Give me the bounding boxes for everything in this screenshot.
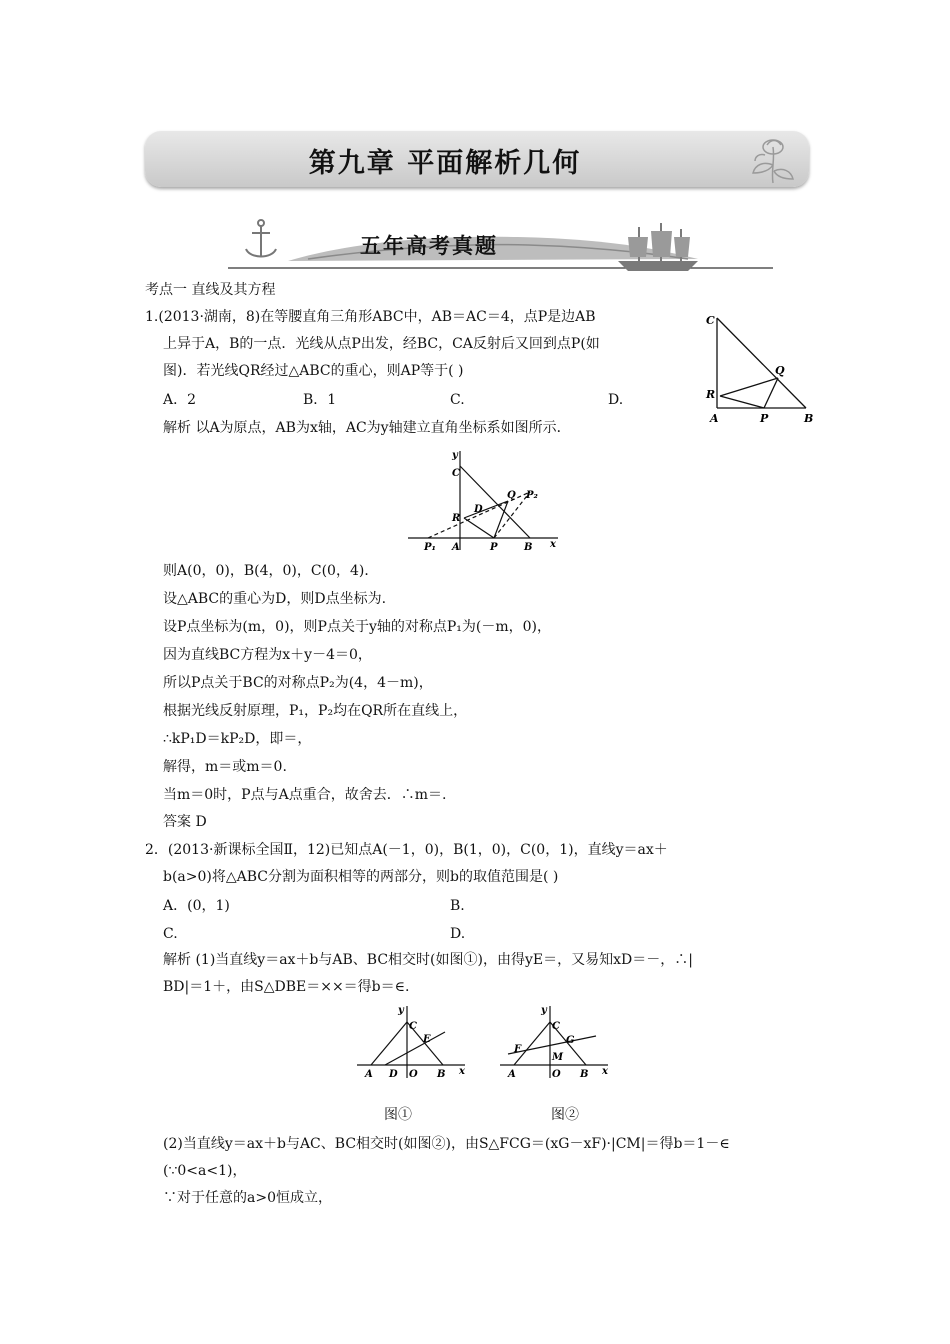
label-f: F — [514, 1044, 522, 1055]
q1-option-c: C. — [450, 392, 465, 408]
label-a: A — [508, 1069, 516, 1080]
label-b: B — [437, 1069, 446, 1080]
figure-one — [357, 1002, 472, 1082]
q1-text-line: 图)．若光线QR经过△ABC的重心，则AP等于( ) — [163, 363, 464, 379]
coordinate-figure-q1 — [408, 446, 563, 556]
label-p2: P₂ — [526, 490, 538, 501]
q2-option-a: A．(0，1) — [163, 898, 230, 914]
ship-icon — [618, 223, 698, 271]
label-a: A — [710, 412, 719, 425]
q1-option-d: D. — [608, 392, 624, 408]
solution-line: 解得，m＝或m＝0. — [163, 759, 287, 775]
q2-solution-line: (2)当直线y＝ax＋b与AC、BC相交时(如图②)，由S△FCG＝(xG－xF)·|CM|＝得b＝1－∈ — [163, 1136, 730, 1152]
figure-two — [500, 1002, 615, 1082]
label-a: A — [452, 542, 460, 553]
label-c: C — [552, 1021, 560, 1032]
solution-line: 设△ABC的重心为D，则D点坐标为. — [163, 591, 387, 607]
q2-option-c: C. — [163, 926, 178, 942]
solution-line: 设P点坐标为(m，0)，则P点关于y轴的对称点P₁为(－m，0)， — [163, 619, 551, 635]
flower-icon — [743, 135, 803, 185]
q1-text-line: 上异于A，B的一点．光线从点P出发，经BC，CA反射后又回到点P(如 — [163, 336, 600, 352]
triangle-figure — [698, 308, 818, 430]
label-g: G — [566, 1035, 575, 1046]
q1-solution-intro: 解析 以A为原点，AB为x轴，AC为y轴建立直角坐标系如图所示． — [163, 420, 571, 436]
label-y: y — [398, 1005, 404, 1016]
label-r: R — [706, 388, 716, 401]
label-m: M — [552, 1052, 564, 1063]
q1-answer: 答案 D — [163, 814, 207, 830]
q1-option-a: A．2 — [163, 392, 197, 408]
q2-option-b: B. — [450, 898, 465, 914]
q2-solution-line: 解析 (1)当直线y＝ax＋b与AB、BC相交时(如图①)，由得yE＝，又易知xD＝－，∴| — [163, 952, 693, 968]
q2-solution-line: ∵对于任意的a>0恒成立， — [163, 1190, 332, 1206]
label-a: A — [365, 1069, 373, 1080]
label-b: B — [580, 1069, 589, 1080]
solution-line: ∴kP₁D＝kP₂D，即＝， — [163, 731, 312, 747]
q2-solution-line: (∵0<a<1)， — [163, 1163, 247, 1179]
chapter-banner — [145, 131, 809, 187]
solution-line: 当m＝0时，P点与A点重合，故舍去．∴m＝. — [163, 787, 447, 803]
solution-line: 根据光线反射原理，P₁，P₂均在QR所在直线上， — [163, 703, 468, 719]
topic-heading: 考点一 直线及其方程 — [145, 282, 276, 298]
label-q: Q — [507, 490, 516, 501]
solution-line: 则A(0，0)，B(4，0)，C(0，4)． — [163, 563, 379, 579]
label-b: B — [804, 412, 814, 425]
q2-text-line: 2．(2013·新课标全国Ⅱ，12)已知点A(－1，0)，B(1，0)，C(0，1)，直线y＝ax＋ — [145, 842, 668, 858]
label-x: x — [459, 1066, 465, 1077]
label-c: C — [706, 314, 715, 327]
label-o: O — [552, 1069, 561, 1080]
label-q: Q — [775, 364, 785, 377]
label-y: y — [452, 450, 458, 461]
label-p: P — [760, 412, 769, 425]
label-r: R — [452, 513, 461, 524]
section-banner-art — [228, 213, 773, 271]
label-x: x — [602, 1066, 608, 1077]
q2-text-line: b(a>0)将△ABC分割为面积相等的两部分，则b的取值范围是( ) — [163, 869, 559, 885]
label-o: O — [409, 1069, 418, 1080]
label-d: D — [474, 504, 483, 515]
anchor-icon — [246, 220, 276, 257]
q1-option-b: B．1 — [303, 392, 337, 408]
label-b: B — [524, 542, 533, 553]
label-c: C — [452, 468, 460, 479]
label-p1: P₁ — [424, 542, 436, 553]
label-e: E — [423, 1034, 431, 1045]
solution-line: 所以P点关于BC的对称点P₂为(4，4－m)， — [163, 675, 433, 691]
label-d: D — [389, 1069, 398, 1080]
q2-solution-line: BD|＝1＋，由S△DBE＝××＝得b＝∈. — [163, 979, 410, 995]
figure-one-caption: 图① — [384, 1107, 412, 1123]
chapter-title: 第九章 平面解析几何 — [308, 148, 582, 179]
section-title: 五年高考真题 — [360, 234, 498, 258]
label-c: C — [409, 1021, 417, 1032]
figure-two-caption: 图② — [551, 1107, 579, 1123]
solution-line: 因为直线BC方程为x＋y－4＝0， — [163, 647, 372, 663]
label-y: y — [541, 1005, 547, 1016]
label-x: x — [550, 539, 556, 550]
q1-text-line: 1.(2013·湖南，8)在等腰直角三角形ABC中，AB＝AC＝4，点P是边AB — [145, 309, 596, 325]
label-p: P — [490, 542, 498, 553]
q2-option-d: D. — [450, 926, 466, 942]
